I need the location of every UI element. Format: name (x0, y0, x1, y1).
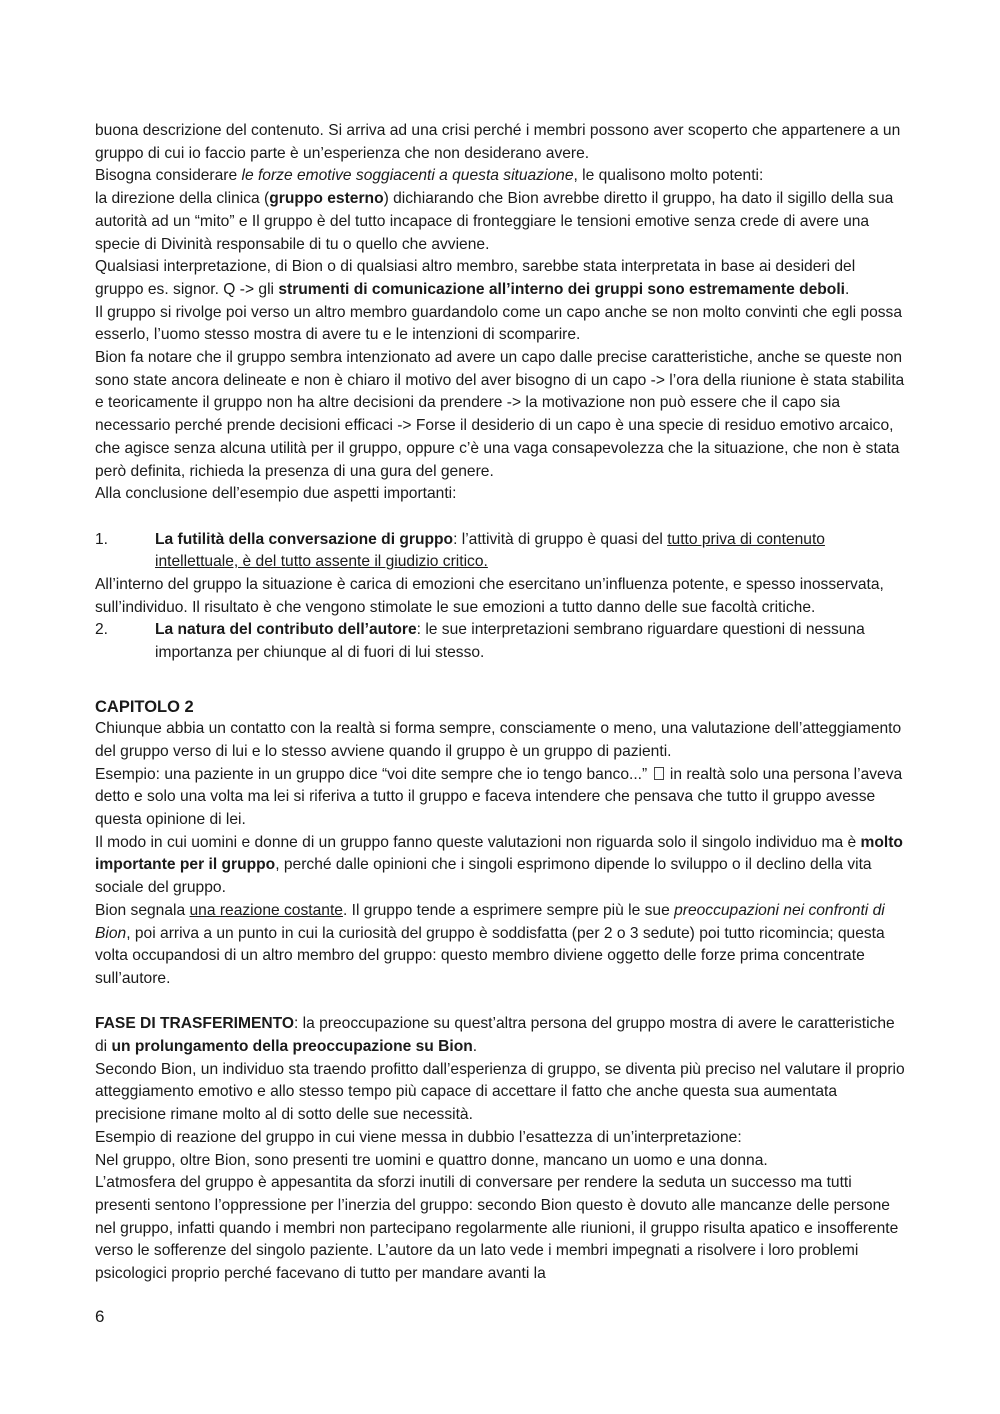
missing-glyph-icon (654, 767, 664, 780)
paragraph: FASE DI TRASFERIMENTO: la preoccupazione su quest’altra persona del gruppo mostra di avere le caratteristiche di un prolungamento della preoccupazione su Bion. (95, 1015, 895, 1056)
paragraph: Esempio: una paziente in un gruppo dice “voi dite sempre che io tengo banco...” in realtà solo una persona l’aveva detto e solo una volta ma lei si riferiva a tutto il gruppo e faceva intendere che pensava che tutto il gruppo avesse questa opinione di lei. (95, 765, 903, 829)
spacer (95, 506, 905, 529)
paragraph: Qualsiasi interpretazione, di Bion o di qualsiasi altro membro, sarebbe stata interpretata in base ai desideri del gruppo es. signor. Q -> gli strumenti di comunicazione all’interno dei gruppi sono estremamente deboli. (95, 258, 856, 298)
list-item (95, 529, 905, 574)
italic-text: preoccupazioni nei confronti di Bion (95, 901, 885, 942)
document-body (95, 120, 905, 1286)
list-text: La futilità della conversazione di gruppo: l’attività di gruppo è quasi del tutto priva di contenuto intellettuale, è del tutto assente il giudizio critico. (155, 530, 825, 571)
paragraph: Il gruppo si rivolge poi verso un altro membro guardandolo come un capo anche se non molto convinti che egli possa esserlo, l’uomo stesso mostra di avere tu e le intenzioni di scomparire. (95, 303, 903, 344)
bold-text: La futilità della conversazione di gruppo (155, 530, 454, 548)
spacer (95, 665, 905, 688)
paragraph: Bion segnala una reazione costante. Il gruppo tende a esprimere sempre più le sue preoccupazioni nei confronti di Bion, poi arriva a un punto in cui la curiosità del gruppo è soddisfatta (per 2 o 3 sedute) poi tutto ricomincia; questa volta occupandosi di un altro membro del gruppo: questo membro diviene oggetto delle forze prima concentrate sull’autore. (95, 901, 885, 987)
bold-text: molto importante per il gruppo (95, 833, 903, 874)
paragraph: Secondo Bion, un individuo sta traendo profitto dall’esperienza di gruppo, se diventa più preciso nel valutare il proprio atteggiamento emotivo e allo stesso tempo più capace di accettare il fatto che anche questa sua aumentata precisione rimane molto al di sotto delle sue necessità. (95, 1060, 905, 1124)
paragraph: Nel gruppo, oltre Bion, sono presenti tre uomini e quattro donne, mancano un uomo e una donna. (95, 1151, 768, 1169)
paragraph: Alla conclusione dell’esempio due aspetti importanti: (95, 485, 457, 503)
paragraph: Il modo in cui uomini e donne di un gruppo fanno queste valutazioni non riguarda solo il singolo individuo ma è molto importante per il gruppo, perché dalle opinioni che i singoli esprimono dipende lo sviluppo o il declino della vita sociale del gruppo. (95, 833, 903, 897)
underlined-text: tutto priva di contenuto intellettuale, è del tutto assente il giudizio critico. (155, 530, 825, 571)
bold-text: FASE DI TRASFERIMENTO (95, 1015, 294, 1033)
paragraph: la direzione della clinica (gruppo esterno) dichiarando che Bion avrebbe diretto il gruppo, ha dato il sigillo della sua autorità ad un “mito” e Il gruppo è del tutto incapace di fronteggiare le tensioni emotive senza crede di avere una specie di Divinità responsabile di tu o quello che avviene. (95, 190, 894, 253)
list-number: 2. (95, 621, 109, 639)
list-text: La natura del contributo dell’autore: le sue interpretazioni sembrano riguardare questioni di nessuna importanza per chiunque al di fuori di lui stesso. (155, 621, 865, 662)
spacer (95, 991, 905, 1014)
paragraph: buona descrizione del contenuto. Si arriva ad una crisi perché i membri possono aver scoperto che appartenere a un gruppo di cui io faccio parte è un’esperienza che non desiderano avere. (95, 122, 901, 162)
paragraph: Bion fa notare che il gruppo sembra intenzionato ad avere un capo dalle precise caratteristiche, anche se queste non sono state ancora delineate e non è chiaro il motivo del aver bisogno di un capo -> l’ora della riunione è stata stabilita e teoricamente il gruppo non ha altre decisioni da prendere -> la motivazione non può essere che il capo sia necessario perché prende decisioni efficaci -> Forse il desiderio di un capo è una specie di residuo emotivo arcaico, che agisce senza alcuna utilità per il gruppo, oppure c’è una vaga consapevolezza che la situazione, che non è stata però definita, richieda la presenza di una gura del genere. (95, 349, 905, 480)
list-number: 1. (95, 530, 109, 548)
bold-text: gruppo esterno (269, 190, 384, 208)
bold-text: La natura del contributo dell’autore (155, 621, 417, 639)
underlined-text: una reazione costante (189, 901, 343, 919)
italic-text: le forze emotive soggiacenti a questa situazione (241, 167, 574, 185)
bold-text: strumenti di comunicazione all’interno dei gruppi sono estremamente deboli (278, 280, 845, 298)
list-item (95, 619, 905, 664)
paragraph: Chiunque abbia un contatto con la realtà si forma sempre, consciamente o meno, una valutazione dell’atteggiamento del gruppo verso di lui e lo stesso avviene quando il gruppo è un gruppo di pazienti. (95, 720, 902, 760)
list-item-continuation: All’interno del gruppo la situazione è carica di emozioni che esercitano un’influenza potente, e spesso inosservata, sull’individuo. Il risultato è che vengono stimolate le sue emozioni a tutto danno delle sue facoltà critiche. (95, 576, 884, 616)
page-number: 6 (95, 1307, 105, 1326)
bold-text: un prolungamento della preoccupazione su Bion (111, 1038, 473, 1056)
paragraph: Bisogna considerare le forze emotive soggiacenti a questa situazione, le qualisono molto potenti: (95, 167, 764, 185)
paragraph: Esempio di reazione del gruppo in cui viene messa in dubbio l’esattezza di un’interpretazione: (95, 1128, 742, 1146)
paragraph: L’atmosfera del gruppo è appesantita da sforzi inutili di conversare per rendere la seduta un successo ma tutti presenti sentono l’oppressione per l’inerzia del gruppo: secondo Bion questo è dovuto alle mancanze delle persone nel gruppo, infatti quando i membri non partecipano regolarmente alle riunioni, il gruppo risulta apatico e insofferente verso le sofferenze del singolo paziente. L’autore da un lato vede i membri impegnati a risolvere i loro problemi psicologici proprio perché facevano di tutto per mandare avanti la (95, 1174, 899, 1283)
chapter-heading: CAPITOLO 2 (95, 697, 194, 716)
